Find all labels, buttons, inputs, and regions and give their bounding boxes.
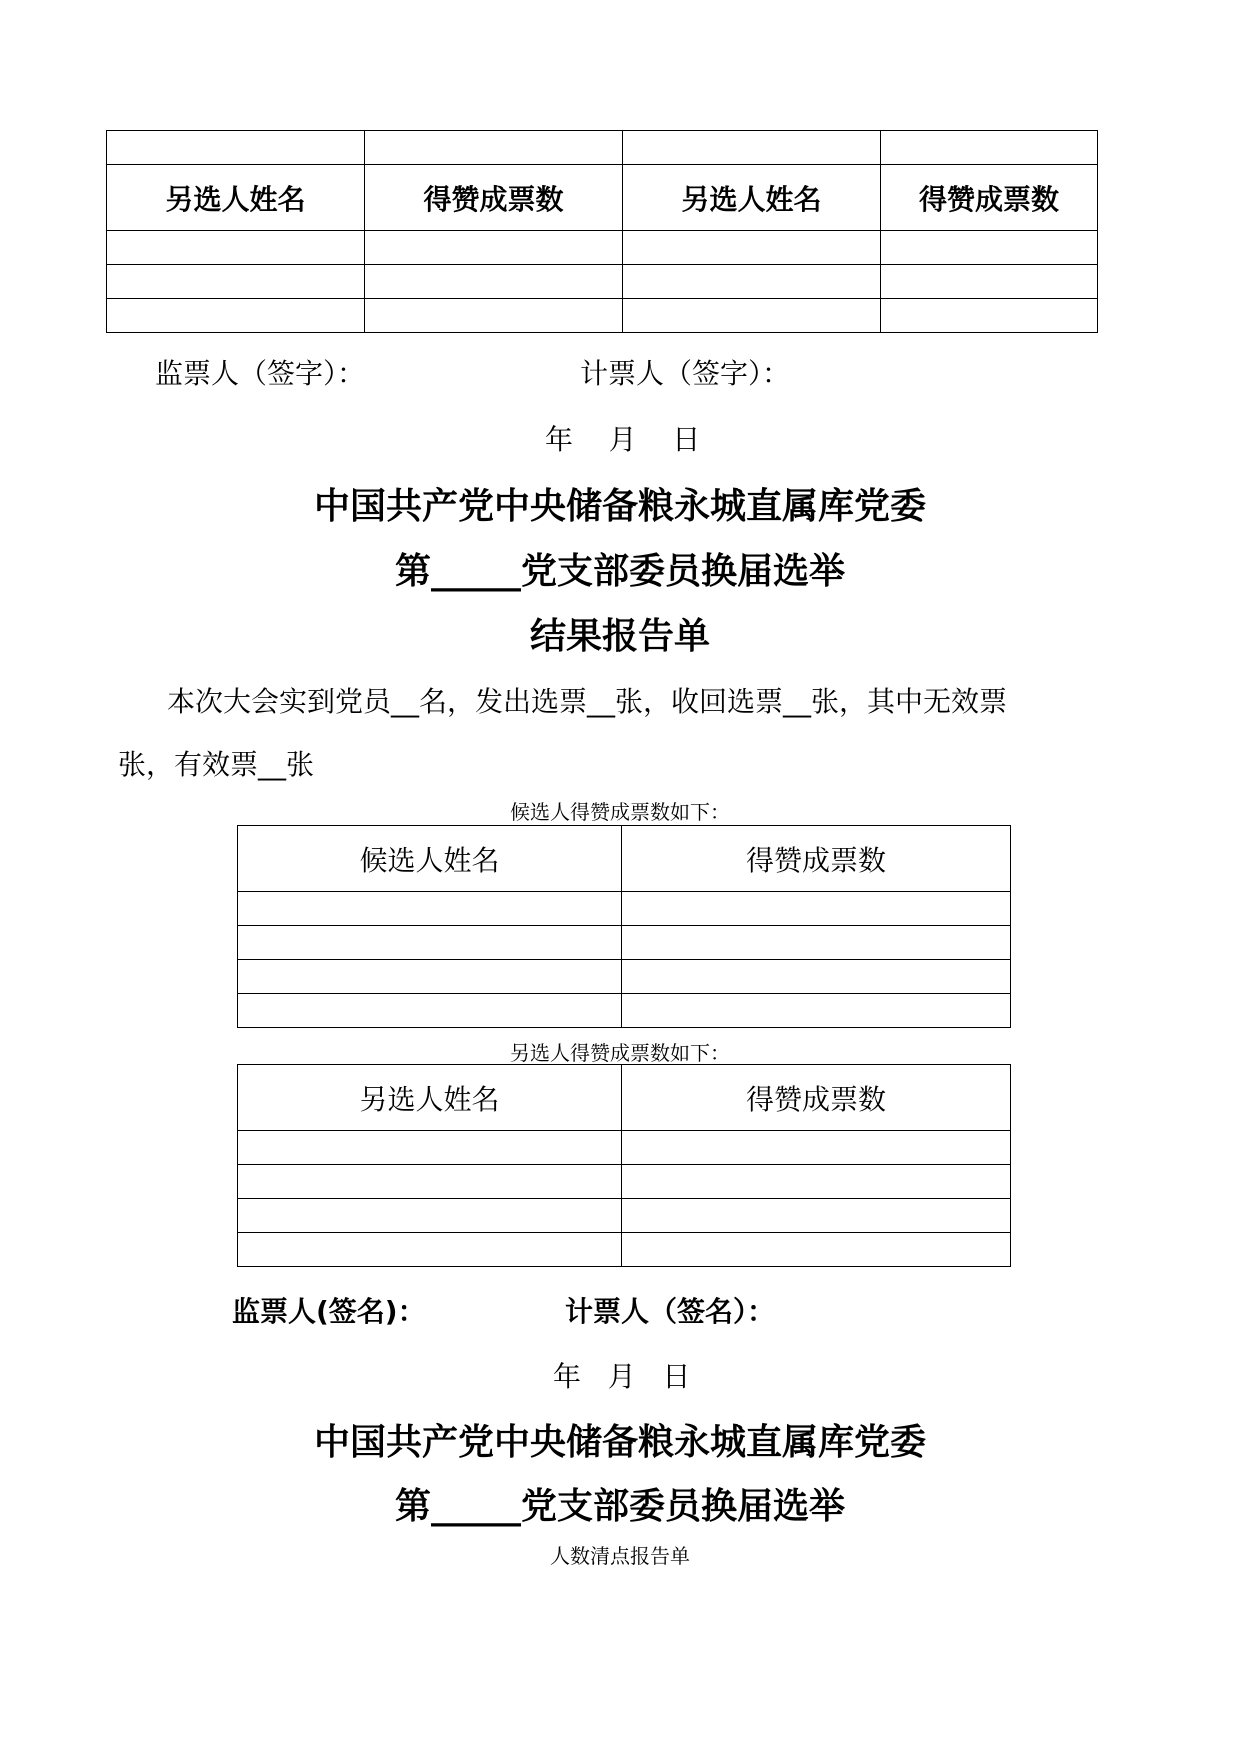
table-row [107, 231, 1098, 265]
table-cell [238, 1233, 622, 1267]
monitor-signature-label: 监票人（签字）： [155, 357, 366, 390]
table-cell [365, 131, 623, 165]
table-cell [238, 1199, 622, 1233]
table-cell [622, 960, 1011, 994]
headcount-report-subtitle: 人数清点报告单 [550, 1544, 690, 1568]
table-cell [365, 231, 623, 265]
header-alternate-name: 另选人姓名 [238, 1065, 622, 1131]
table-cell [365, 299, 623, 333]
table-cell [623, 299, 881, 333]
header-votes-2: 得赞成票数 [881, 165, 1098, 231]
alternate-votes-table-top [106, 130, 1098, 333]
result-report-title: 结果报告单 [529, 616, 710, 657]
counter-signature-label-2: 计票人（签名）： [565, 1295, 776, 1328]
table-row [238, 892, 1011, 926]
table-cell [622, 1199, 1011, 1233]
table-header-row [238, 1065, 1011, 1131]
table-cell [881, 231, 1098, 265]
counter-signature-label: 计票人（签字）： [580, 357, 791, 390]
table-row [107, 131, 1098, 165]
header-votes: 得赞成票数 [622, 826, 1011, 892]
table-cell [881, 265, 1098, 299]
table-row [238, 1165, 1011, 1199]
alternate-votes-table [237, 1064, 1011, 1267]
date-line-2: 年 月 日 [553, 1360, 691, 1393]
table-cell [238, 960, 622, 994]
headcount-report-title-branch: 第_____党支部委员换届选举 [394, 1486, 845, 1527]
header-candidate-name: 候选人姓名 [238, 826, 622, 892]
result-report-title-branch: 第_____党支部委员换届选举 [394, 551, 845, 592]
table-cell [238, 892, 622, 926]
table-row [107, 265, 1098, 299]
monitor-signature-label-2: 监票人(签名)： [232, 1295, 426, 1328]
table-row [107, 299, 1098, 333]
table-cell [622, 926, 1011, 960]
table-row [238, 1131, 1011, 1165]
table-cell [107, 265, 365, 299]
candidate-votes-table [237, 825, 1011, 1028]
result-report-body-line2: 张，有效票__张 [118, 748, 315, 781]
headcount-report-title-org: 中国共产党中央储备粮永城直属库党委 [313, 1422, 926, 1463]
table-cell [107, 299, 365, 333]
table-cell [238, 1131, 622, 1165]
alternate-table-caption: 另选人得赞成票数如下： [510, 1041, 730, 1065]
table-cell [881, 299, 1098, 333]
table-cell [623, 131, 881, 165]
table-cell [107, 231, 365, 265]
header-alternate-name-2: 另选人姓名 [623, 165, 881, 231]
table-cell [622, 1165, 1011, 1199]
table-cell [622, 994, 1011, 1028]
table-row [238, 926, 1011, 960]
header-alternate-name-1: 另选人姓名 [107, 165, 365, 231]
table-cell [238, 994, 622, 1028]
header-votes: 得赞成票数 [622, 1065, 1011, 1131]
header-votes-1: 得赞成票数 [365, 165, 623, 231]
table-row [238, 960, 1011, 994]
result-report-body-line1: 本次大会实到党员__名，发出选票__张，收回选票__张，其中无效票 [167, 685, 1008, 718]
table-row [238, 994, 1011, 1028]
table-cell [623, 231, 881, 265]
table-cell [238, 926, 622, 960]
table-cell [365, 265, 623, 299]
table-cell [238, 1165, 622, 1199]
table-header-row [238, 826, 1011, 892]
table-row [238, 1199, 1011, 1233]
table-cell [881, 131, 1098, 165]
table-cell [622, 1233, 1011, 1267]
result-report-title-org: 中国共产党中央储备粮永城直属库党委 [313, 486, 926, 527]
table-header-row [107, 165, 1098, 231]
table-cell [622, 892, 1011, 926]
candidate-table-caption: 候选人得赞成票数如下： [510, 800, 730, 824]
table-cell [623, 265, 881, 299]
date-line: 年 月 日 [545, 423, 701, 456]
table-cell [622, 1131, 1011, 1165]
table-cell [107, 131, 365, 165]
table-row [238, 1233, 1011, 1267]
